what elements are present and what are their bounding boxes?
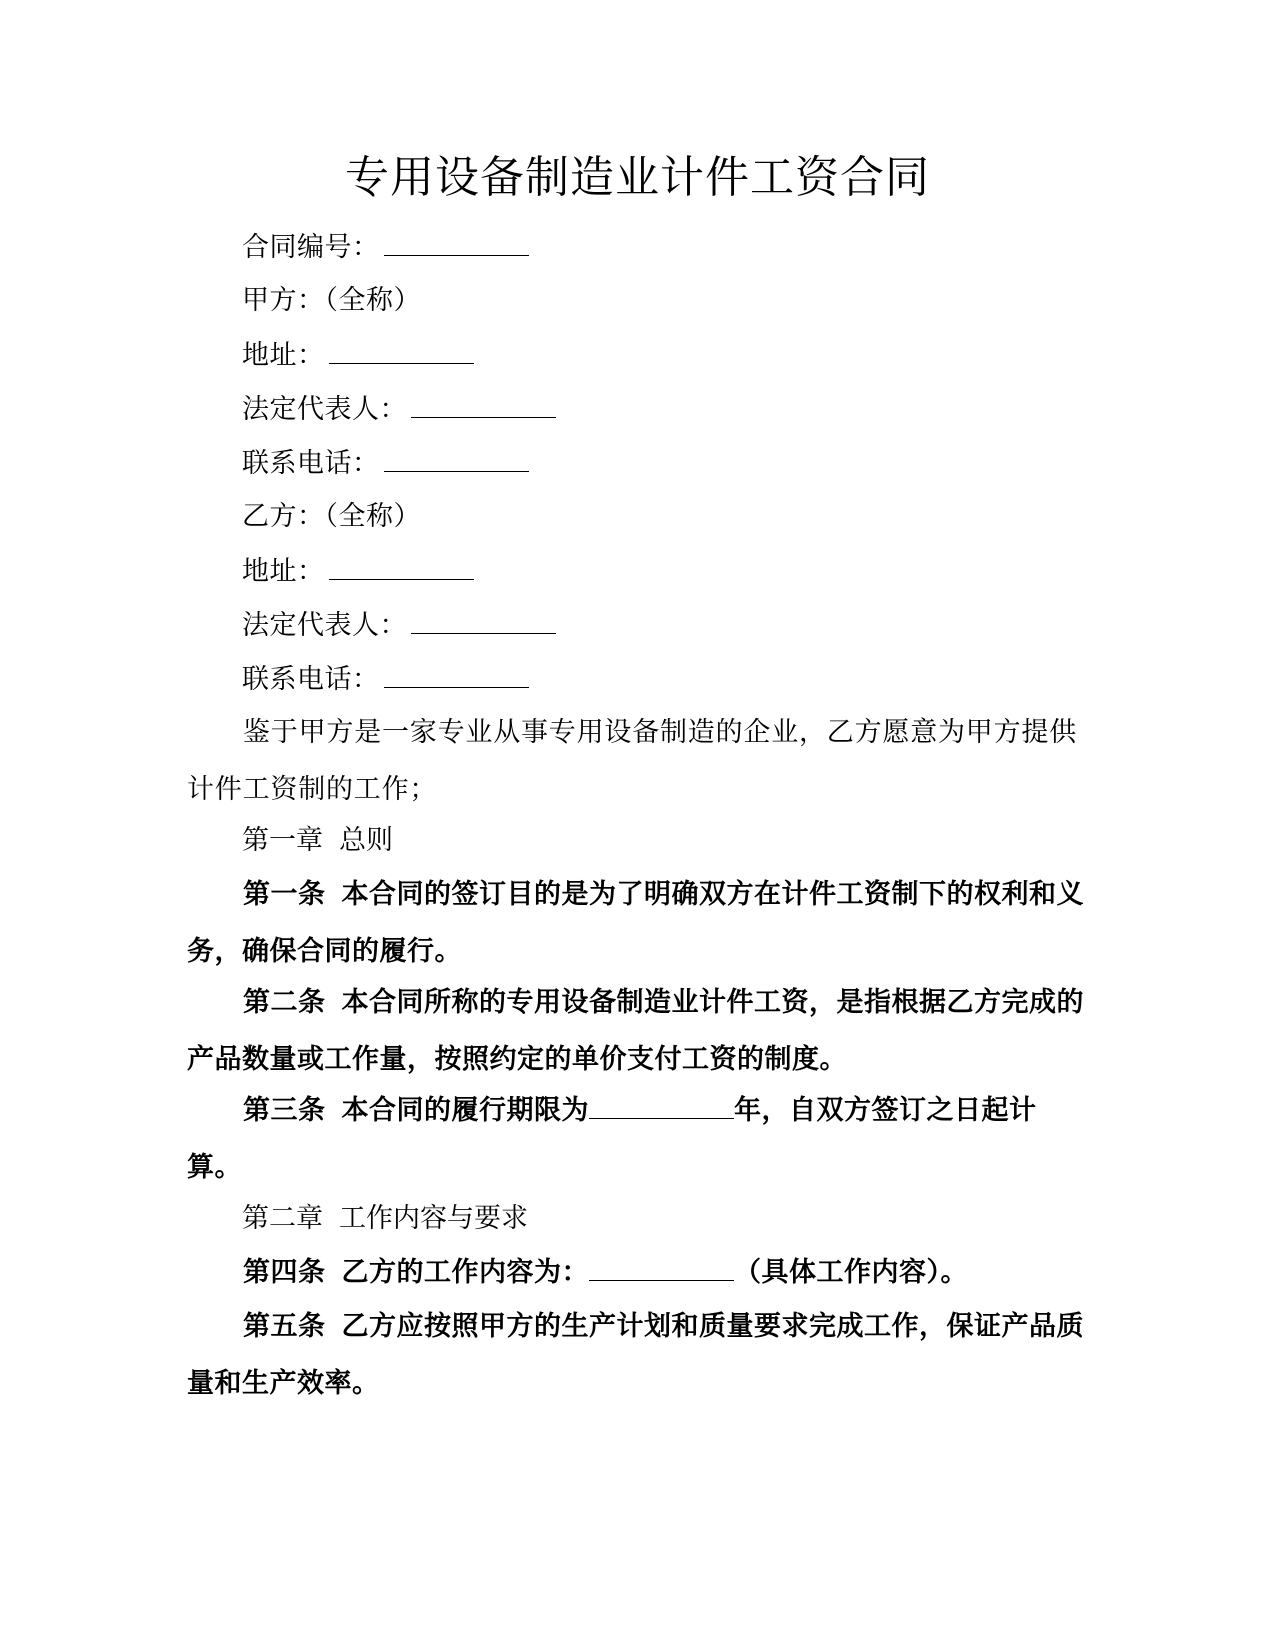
party-b-label: 乙方：（全称）	[242, 501, 421, 532]
article-1-paragraph	[187, 866, 1087, 980]
document-title: 专用设备制造业计件工资合同	[345, 152, 930, 203]
party-b-phone-field	[242, 661, 529, 698]
party-a-label: 甲方：（全称）	[242, 285, 421, 316]
party-a-representative-blank	[411, 391, 556, 418]
article-5-label: 第五条	[243, 1311, 326, 1342]
preamble-paragraph: 鉴于甲方是一家专业从事专用设备制造的企业，乙方愿意为甲方提供计件工资制的工作；	[187, 717, 1077, 805]
party-b-representative-blank	[411, 607, 556, 634]
chapter-1-label: 第一章	[242, 825, 323, 856]
party-a-address-field	[242, 337, 474, 374]
contract-number-field	[242, 229, 529, 266]
article-3-term-blank	[589, 1092, 734, 1119]
chapter-1-name: 总则	[339, 825, 393, 856]
party-b-phone-blank	[384, 661, 529, 688]
contract-number-label: 合同编号：	[242, 232, 380, 263]
party-a-address-blank	[329, 337, 474, 364]
party-a-name-field	[242, 283, 421, 319]
party-b-address-field	[242, 553, 474, 590]
party-a-address-label: 地址：	[242, 340, 325, 371]
article-4-label: 第四条	[243, 1257, 326, 1288]
article-1-label: 第一条	[243, 879, 326, 910]
party-a-representative-field	[242, 391, 556, 428]
party-b-name-field	[242, 499, 421, 535]
article-3-paragraph	[187, 1082, 1087, 1196]
party-a-representative-label: 法定代表人：	[242, 394, 407, 425]
party-b-address-label: 地址：	[242, 556, 325, 587]
party-a-phone-blank	[384, 445, 529, 472]
chapter-2-name: 工作内容与要求	[339, 1203, 528, 1234]
party-b-representative-label: 法定代表人：	[242, 610, 407, 641]
article-4-paragraph	[187, 1244, 1087, 1301]
article-2-paragraph	[187, 974, 1087, 1088]
article-2-text: 本合同所称的专用设备制造业计件工资，是指根据乙方完成的产品数量或工作量，按照约定的单价支付工资的制度。	[187, 987, 1084, 1075]
article-1-text: 本合同的签订目的是为了明确双方在计件工资制下的权利和义务，确保合同的履行。	[187, 879, 1084, 967]
party-a-phone-field	[242, 445, 529, 482]
article-2-label: 第二条	[243, 987, 326, 1018]
party-a-phone-label: 联系电话：	[242, 448, 380, 479]
article-3-text-before: 本合同的履行期限为	[341, 1095, 589, 1126]
article-4-work-blank	[589, 1254, 734, 1281]
chapter-2-heading	[242, 1201, 528, 1237]
party-b-address-blank	[329, 553, 474, 580]
contract-number-blank	[384, 229, 529, 256]
article-4-text-before: 乙方的工作内容为：	[341, 1257, 589, 1288]
article-3-label: 第三条	[243, 1095, 326, 1126]
article-4-text-after: （具体工作内容）。	[734, 1257, 968, 1288]
article-5-paragraph	[187, 1298, 1087, 1412]
article-3-text-after: 年，自双方签订之日起计算。	[187, 1095, 1037, 1183]
chapter-2-label: 第二章	[242, 1203, 323, 1234]
article-5-text: 乙方应按照甲方的生产计划和质量要求完成工作，保证产品质量和生产效率。	[187, 1311, 1084, 1399]
party-b-phone-label: 联系电话：	[242, 664, 380, 695]
party-b-representative-field	[242, 607, 556, 644]
chapter-1-heading	[242, 823, 393, 859]
